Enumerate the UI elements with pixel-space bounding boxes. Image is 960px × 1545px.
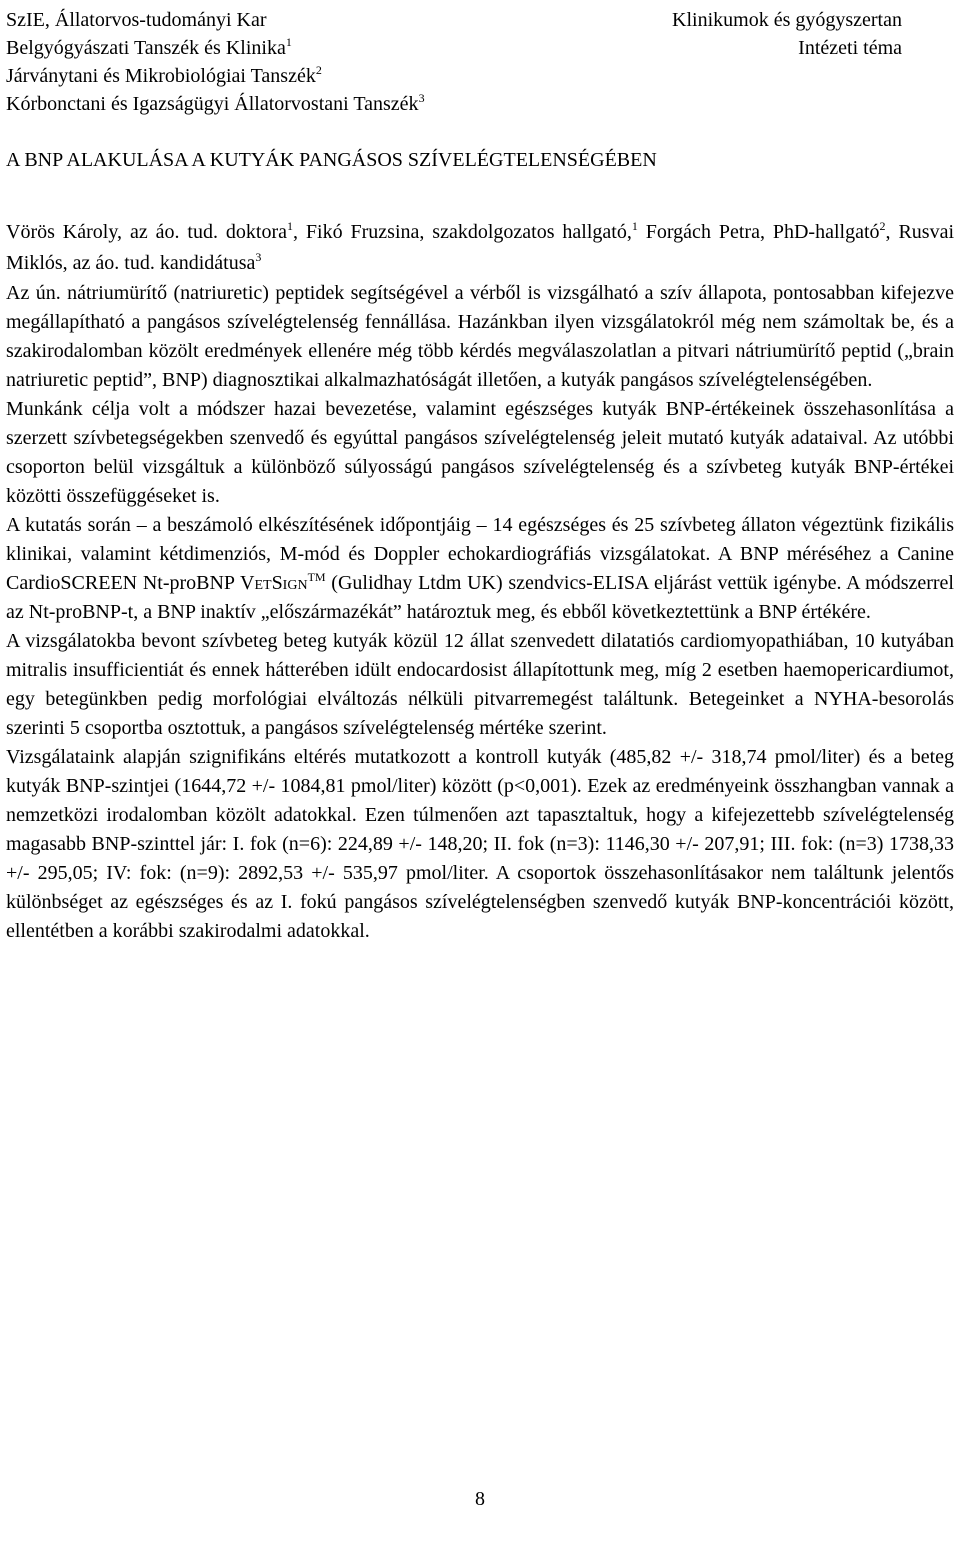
affiliations — [6, 6, 425, 118]
affiliation-line: Belgyógyászati Tanszék és Klinika$^1$ — [6, 35, 292, 59]
topic-line: Klinikumok és gyógyszertan — [672, 9, 902, 31]
header — [6, 6, 954, 118]
trademark-mark: TM — [307, 570, 326, 584]
paragraph-results: Vizsgálataink alapján szignifikáns eltérés mutatkozott a kontroll kutyák (485,82 +/- 318,74 pmol/liter) és a beteg kutyák BNP-szintjei (1644,72 +/- 1084,81 pmol/liter) között (p<0,001). Ezek az eredményeink összhangban vannak a nemzetközi irodalomban közölt adatokkal. Ezen túlmenően azt tapasztaltuk, hogy a kifejezettebb szívelégtelenség magasabb BNP-szinttel jár: I. fok (n=6): 224,89 +/- 148,20; II. fok (n=3): 1146,30 +/- 207,91; III. fok: (n=3) 1738,33 +/- 295,05; IV: fok: (n=9): 2892,53 +/- 535,97 pmol/liter. A csoportok összehasonlításakor nem találtunk jelentős különbséget az egészséges és az I. fokú pangásos szívelégtelenségben szenvedő kutyák BNP-koncentrációi között, ellentétben a korábbi szakirodalmi adatokkal. — [6, 746, 954, 942]
brand-name: VetSign — [240, 572, 308, 594]
affiliation-line: SzIE, Állatorvos-tudományi Kar — [6, 9, 267, 31]
topic-label — [672, 6, 902, 62]
document-page — [6, 6, 954, 946]
paragraph-intro: Az ún. nátriumürítő (natriuretic) peptidek segítségével a vérből is vizsgálható a szív állapota, pontosabban kifejezve megállapítható a pangásos szívelégtelenség fennállása. Hazánkban ilyen vizsgálatokról még nem számoltak be, és a szakirodalomban közölt eredmények ellenére még több kérdés megválaszolatlan a pitvari nátriumürítő peptid („brain natriuretic peptid”, BNP) diagnosztikai alkalmazhatóságát illetően, a kutyák pangásos szívelégtelenségében. — [6, 282, 954, 391]
paragraph-patients: A vizsgálatokba bevont szívbeteg beteg kutyák közül 12 állat szenvedett dilatatiós cardiomyopathiában, 10 kutyában mitralis insufficientiát és ennek hátterében idült endocardosist állapítottunk meg, míg 2 esetben haemopericardiumot, egy betegünkben pedig morfológiai elváltozás nélküli pitvarremegést találtunk. Betegeinket a NYHA-besorolás szerinti 5 csoportba osztottuk, a pangásos szívelégtelenség mértéke szerint. — [6, 630, 954, 739]
affiliation-line: Kórbonctani és Igazságügyi Állatorvostani Tanszék$^3$ — [6, 91, 425, 115]
document-title: A BNP ALAKULÁSA A KUTYÁK PANGÁSOS SZÍVELÉGTELENSÉGÉBEN — [6, 149, 657, 171]
page-number: 8 — [475, 1488, 485, 1510]
paragraph-methods: A kutatás során – a beszámoló elkészítésének időpontjáig – 14 egészséges és 25 szívbeteg állaton végeztünk fizikális klinikai, valamint kétdimenziós, M-mód és Doppler echokardiográfiás vizsgálatokat. A BNP méréséhez a Canine CardioSCREEN Nt-proBNP VetSign™ (Gulidhay Ltdm UK) szendvics-ELISA eljárást vettük igénybe. A módszerrel az Nt-proBNP-t, a BNP inaktív „előszármazékát” határoztuk meg, és ebből következtettünk a BNP értékére. — [6, 514, 954, 623]
paragraph-aim: Munkánk célja volt a módszer hazai bevezetése, valamint egészséges kutyák BNP-értékeinek összehasonlítása a szerzett szívbetegségekben szenvedő és egyúttal pangásos szívelégtelenség jeleit mutató kutyák adataival. Az utóbbi csoporton belül vizsgáltuk a különböző súlyosságú pangásos szívelégtelenség és a szívbeteg kutyák BNP-értékei közötti összefüggéseket is. — [6, 398, 954, 507]
author-list: Vörös Károly, az áo. tud. doktora$^1$, Fikó Fruzsina, szakdolgozatos hallgató,$^1$ Forgách Petra, PhD-hallgató$^2$, Rusvai Miklós, az áo. tud. kandidátusa$^3$ — [6, 219, 955, 274]
affiliation-line: Járványtani és Mikrobiológiai Tanszék$^2$ — [6, 63, 322, 87]
topic-line: Intézeti téma — [798, 37, 902, 59]
